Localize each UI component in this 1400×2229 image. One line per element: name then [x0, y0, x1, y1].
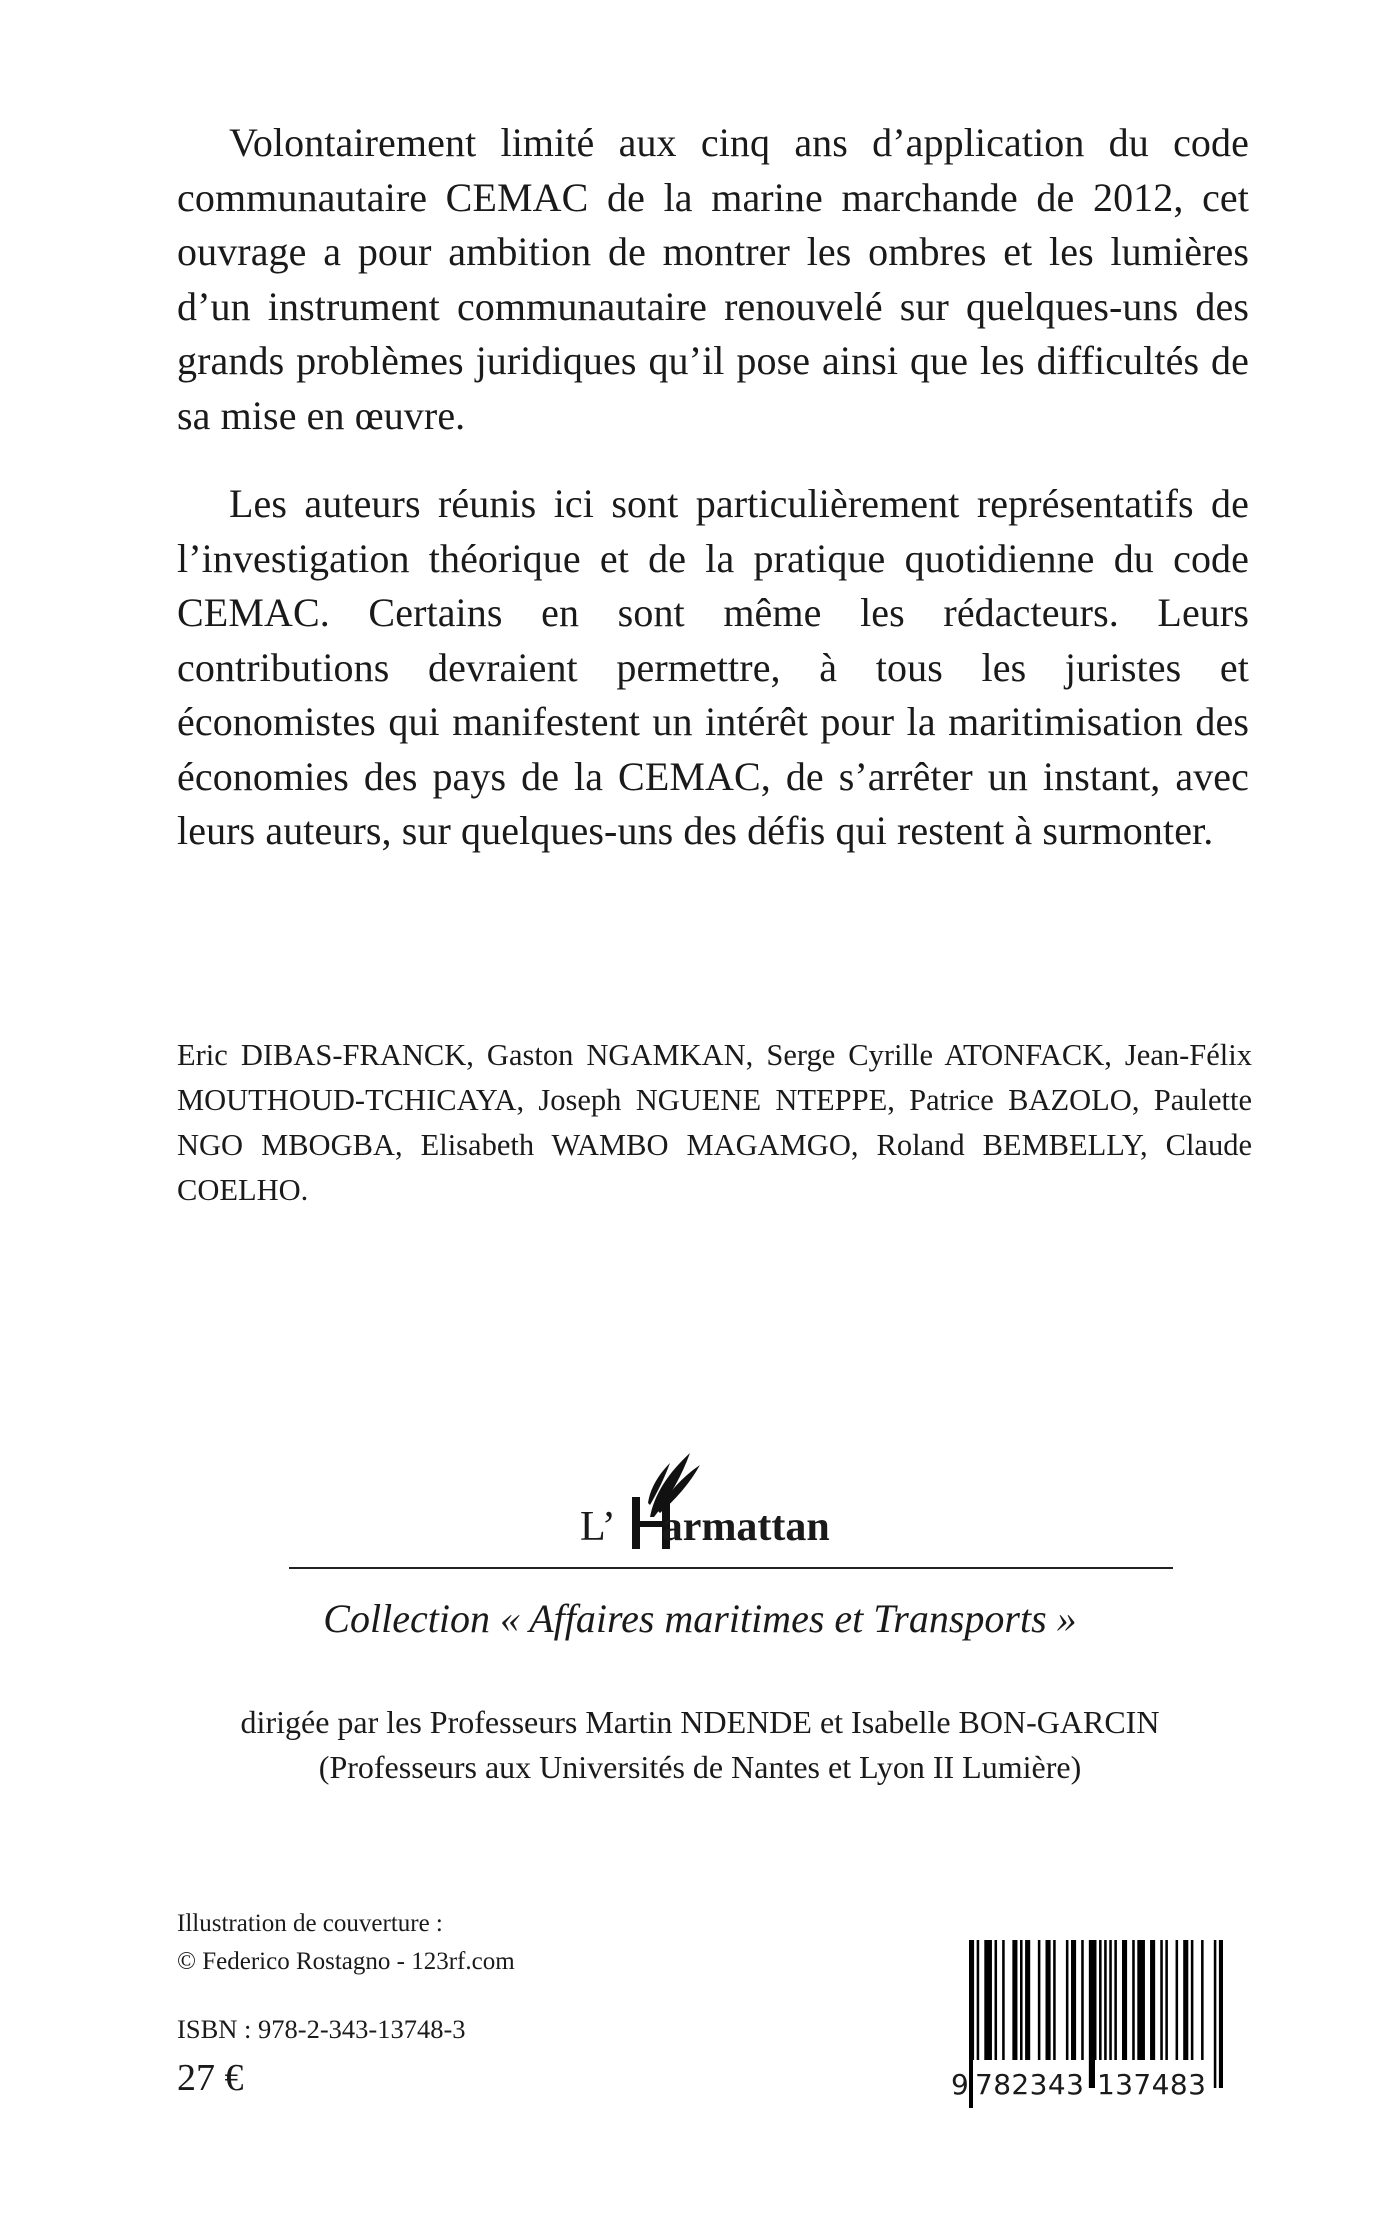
barcode-group-1: 782343 — [973, 2060, 1086, 2110]
affiliation-line: (Professeurs aux Universités de Nantes et Lyon II Lumière) — [318, 1749, 1082, 1785]
barcode-group-2: 137483 — [1095, 2060, 1208, 2110]
price: 27 € — [177, 2057, 244, 2099]
barcode-digits — [951, 2060, 1223, 2110]
publisher-prefix: L’ — [580, 1504, 616, 1550]
publisher-logo — [580, 1445, 860, 1560]
authors-list: Eric DIBAS-FRANCK, Gaston NGAMKAN, Serge Cyrille ATONFACK, Jean-Félix MOUTHOUD-TCHICAYA, Joseph NGUENE NTEPPE, Patrice BAZOLO, Paulette NGO MBOGBA, Elisabeth WAMBO MAGAMGO, Roland BEMBELLY, Claude COELHO. — [177, 1038, 1252, 1207]
illustration-credit: © Federico Rostagno - 123rf.com — [177, 1948, 515, 1975]
publisher-name — [580, 1506, 830, 1548]
barcode-first-digit: 9 — [951, 2068, 970, 2101]
description-paragraph-1: Volontairement limité aux cinq ans d’application du code communautaire CEMAC de la marine marchande de 2012, cet ouvrage a pour ambition de montrer les ombres et les lumières d’un instrument communautaire renouvelé sur quelques-uns des grands problèmes juridiques qu’il pose ainsi que les difficultés de sa mise en œuvre. — [177, 120, 1249, 438]
separator-line — [289, 1567, 1173, 1569]
publisher-name-rest: armattan — [661, 1504, 830, 1550]
isbn: ISBN : 978-2-343-13748-3 — [177, 2014, 466, 2044]
collection-title: Collection « Affaires maritimes et Transports » — [323, 1596, 1077, 1641]
illustration-label: Illustration de couverture : — [177, 1910, 443, 1937]
directed-by-line: dirigée par les Professeurs Martin NDENDE et Isabelle BON-GARCIN — [240, 1704, 1160, 1740]
description-paragraph-2: Les auteurs réunis ici sont particulièrement représentatifs de l’investigation théorique et de la pratique quotidienne du code CEMAC. Certains en sont même les rédacteurs. Leurs contributions devraient permettre, à tous les juristes et économistes qui manifestent un intérêt pour la maritimisation des économies des pays de la CEMAC, de s’arrêter un instant, avec leurs auteurs, sur quelques-uns des défis qui restent à surmonter. — [177, 481, 1249, 853]
collection-directors — [0, 1700, 1400, 1790]
illustration-credits — [177, 1905, 515, 1981]
